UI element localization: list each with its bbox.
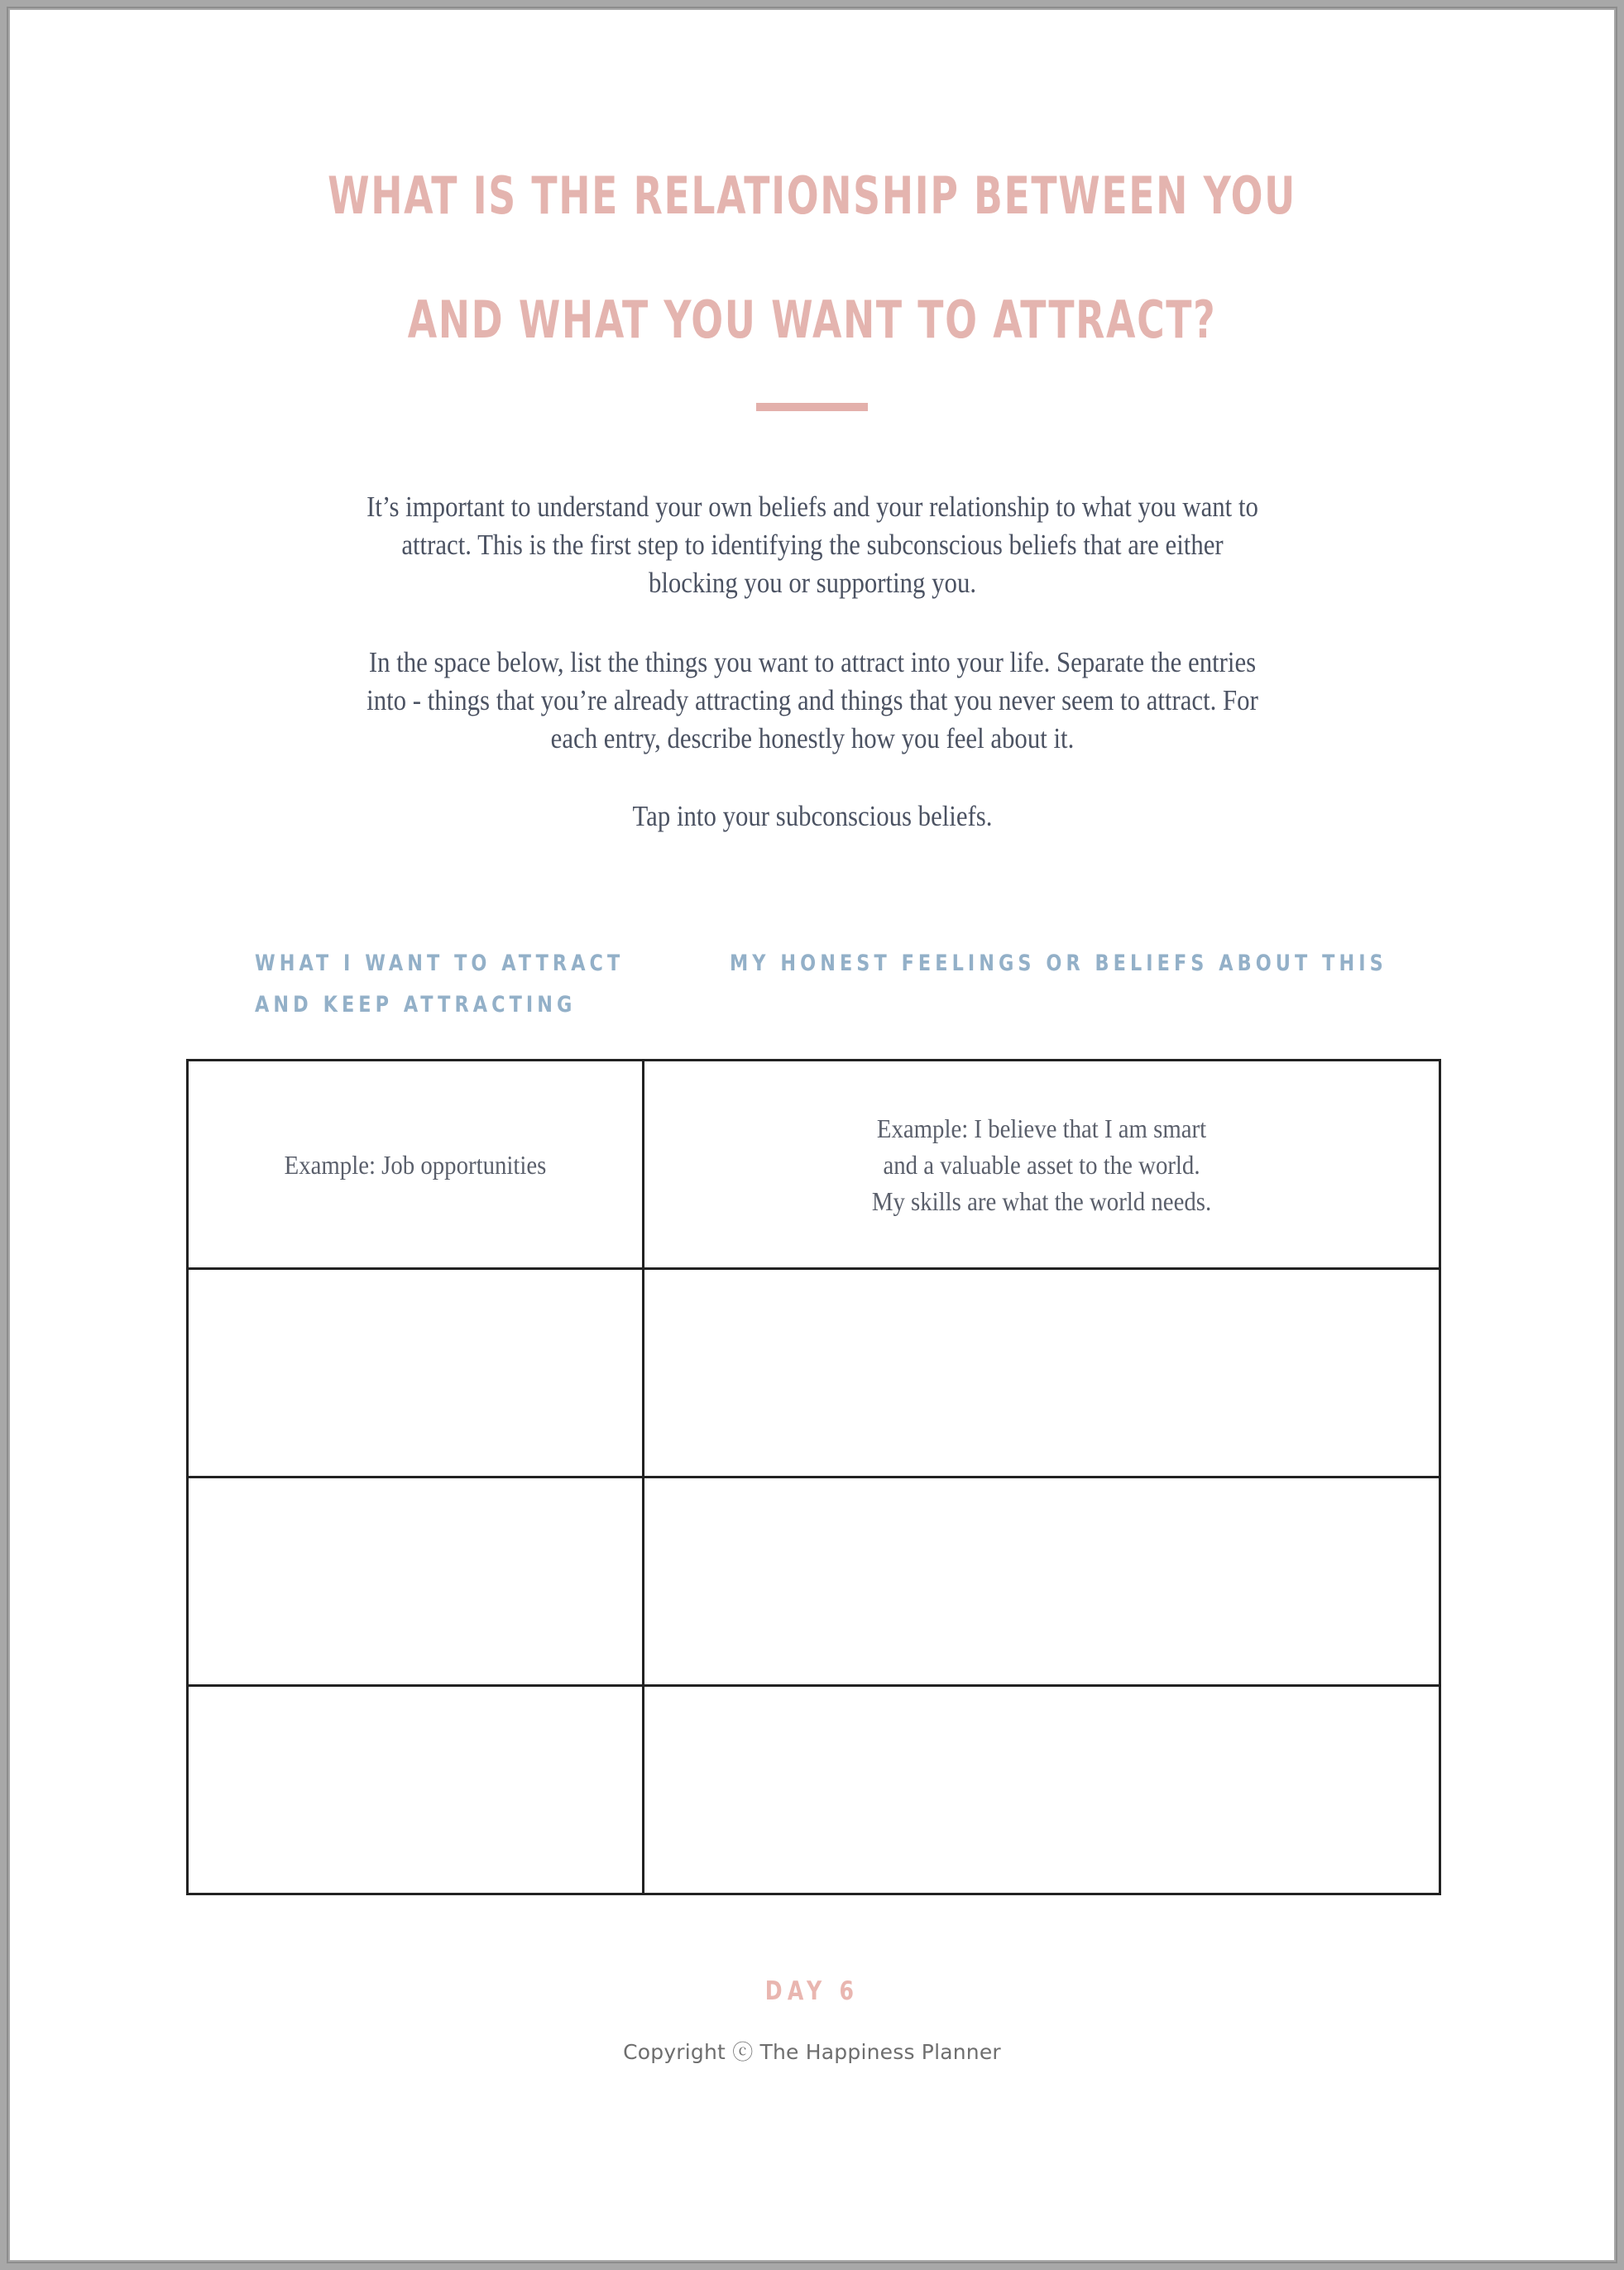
- page-title: [10, 134, 1614, 382]
- title-divider-wrap: [10, 400, 1614, 415]
- table-row: [188, 1686, 1440, 1894]
- cell-belief[interactable]: [644, 1061, 1440, 1269]
- copyright-notice: Copyright ⓒ The Happiness Planner: [623, 2040, 1001, 2064]
- table-row: [188, 1061, 1440, 1269]
- cell-attract-text: Example: Job opportunities: [284, 1149, 547, 1180]
- table-row: [188, 1477, 1440, 1686]
- intro-paragraph-2: In the space below, list the things you want to attract into your life. Separate the entries into - things that you’re already attracting and things that you never seem to attract. For each entry, describe honestly how you feel about it.: [366, 646, 1258, 754]
- worksheet-page: [10, 10, 1614, 2260]
- intro-paragraph-1: It’s important to understand your own beliefs and your relationship to what you want to attract. This is the first step to identifying the subconscious beliefs that are either blocking you or supporting you.: [366, 491, 1258, 599]
- title-divider: [756, 403, 868, 411]
- cell-attract[interactable]: [188, 1269, 644, 1477]
- intro-text: [295, 488, 1329, 836]
- cell-belief[interactable]: [644, 1269, 1440, 1477]
- column-header-attract: WHAT I WANT TO ATTRACT AND KEEP ATTRACTING: [255, 951, 625, 1018]
- page-title-line-1: WHAT IS THE RELATIONSHIP BETWEEN YOU: [328, 165, 1296, 226]
- cell-attract[interactable]: [188, 1477, 644, 1686]
- cell-attract[interactable]: [188, 1686, 644, 1894]
- cell-belief-text: Example: I believe that I am smart and a valuable asset to the world. My skills are what the world needs.: [871, 1113, 1212, 1216]
- cell-belief[interactable]: [644, 1686, 1440, 1894]
- worksheet-table-wrap: [186, 1059, 1439, 1895]
- worksheet-table: [186, 1059, 1441, 1895]
- column-headers: [10, 943, 1614, 1034]
- intro-paragraph-3: Tap into your subconscious beliefs.: [632, 800, 992, 832]
- page-title-line-2: AND WHAT YOU WANT TO ATTRACT?: [407, 290, 1217, 350]
- column-header-beliefs: MY HONEST FEELINGS OR BELIEFS ABOUT THIS: [730, 951, 1387, 976]
- table-row: [188, 1269, 1440, 1477]
- cell-attract[interactable]: [188, 1061, 644, 1269]
- cell-belief[interactable]: [644, 1477, 1440, 1686]
- day-label: DAY 6: [764, 1976, 860, 2006]
